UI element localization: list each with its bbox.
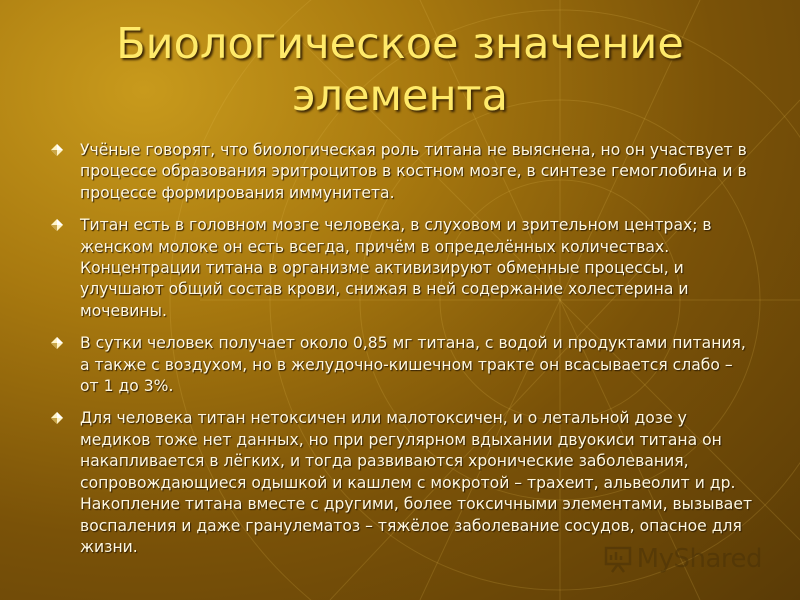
bullet-text: Учёные говорят, что биологическая роль титана не выяснена, но он участвует в процессе образования эритроцитов в костном мозге, в синтезе гемоглобина и в процессе формирования иммунитета. xyxy=(80,141,747,202)
diamond-bullet-icon xyxy=(50,218,64,232)
presentation-board-icon xyxy=(603,544,633,574)
watermark-text: MyShared xyxy=(636,544,762,574)
bullet-text: Титан есть в головном мозге человека, в слуховом и зрительном центрах; в женском молоке он есть всегда, причём в определённых количествах. Концентрации титана в организме активизируют обменные процессы, и улучшают общий состав крови, снижая в ней содержание холестерина и мочевины. xyxy=(80,216,712,320)
diamond-bullet-icon xyxy=(50,143,64,157)
slide-title xyxy=(40,18,760,122)
slide-title-line-2: элемента xyxy=(292,71,508,121)
bullet-text: В сутки человек получает около 0,85 мг титана, с водой и продуктами питания, а также с воздухом, но в желудочно-кишечном тракте он всасывается слабо – от 1 до 3%. xyxy=(80,334,746,396)
bullet-item xyxy=(48,215,756,322)
diamond-bullet-icon xyxy=(50,411,64,425)
bullet-item xyxy=(48,333,756,397)
bullet-item xyxy=(48,408,756,558)
bullet-text: Для человека титан нетоксичен или малотоксичен, и о летальной дозе у медиков тоже нет данных, но при регулярном вдыхании двуокиси титана он накапливается в лёгких, и тогда развиваются хронические заболевания, сопровождающиеся одышкой и кашлем с мокротой – трахеит, альвеолит и др. Накопление титана вместе с другими, более токсичными элементами, вызывает воспаления и даже гранулематоз – тяжёлое заболевание сосудов, опасное для жизни. xyxy=(80,409,753,556)
myshared-watermark xyxy=(603,544,762,574)
diamond-bullet-icon xyxy=(50,336,64,350)
slide-title-line-1: Биологическое значение xyxy=(116,19,684,69)
bullet-list xyxy=(48,140,756,569)
bullet-item xyxy=(48,140,756,204)
